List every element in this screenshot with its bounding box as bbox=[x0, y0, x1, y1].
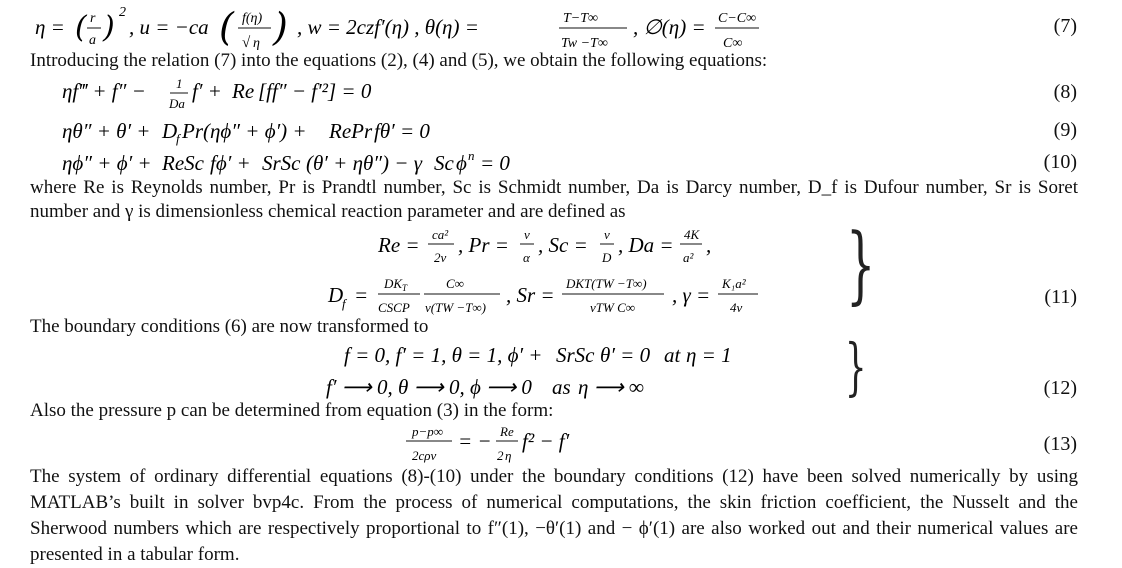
svg-text:4ν: 4ν bbox=[730, 300, 743, 315]
svg-text:=: = bbox=[354, 283, 369, 307]
svg-text:f = 0, f′ = 1, θ = 1, ϕ′ +: f = 0, f′ = 1, θ = 1, ϕ′ + bbox=[344, 343, 543, 367]
svg-text:η: η bbox=[505, 448, 512, 463]
svg-text:θ′ = 0: θ′ = 0 bbox=[600, 343, 651, 367]
svg-text:α: α bbox=[523, 250, 530, 265]
svg-text:ηθ″ + θ′ +: ηθ″ + θ′ + bbox=[62, 119, 151, 143]
svg-text:C∞: C∞ bbox=[723, 36, 743, 51]
svg-text:Sc: Sc bbox=[434, 151, 454, 175]
svg-text:Da: Da bbox=[169, 96, 185, 111]
svg-text:at: at bbox=[664, 343, 681, 367]
equation-8-render bbox=[62, 74, 482, 112]
svg-text:ca²: ca² bbox=[432, 227, 449, 242]
svg-text:η = 1: η = 1 bbox=[686, 343, 732, 367]
svg-text:f′ ⟶ 0, θ ⟶ 0, ϕ ⟶ 0: f′ ⟶ 0, θ ⟶ 0, ϕ ⟶ 0 bbox=[326, 375, 532, 399]
svg-text:D: D bbox=[602, 250, 612, 265]
svg-text:Tw −T∞: Tw −T∞ bbox=[561, 36, 608, 51]
equation-9 bbox=[62, 116, 502, 152]
svg-text:as: as bbox=[552, 375, 571, 399]
equation-12-brace: } bbox=[844, 330, 867, 403]
svg-text:, u = −ca: , u = −ca bbox=[129, 15, 209, 39]
conclusion-paragraph bbox=[30, 464, 1078, 568]
equation-7-number: (7) bbox=[1053, 15, 1077, 37]
svg-text:): ) bbox=[273, 5, 288, 49]
svg-text:, γ =: , γ = bbox=[672, 283, 711, 307]
svg-text:SrSc: SrSc bbox=[262, 151, 301, 175]
conclusion-text: The system of ordinary differential equations (8)-(10) under the boundary conditions (12) have been solved numerically by using MATLAB’s built in solver bvp4c. From the process of numerical computations, the skin friction coefficient, the Nusselt and the Sherwood numbers which are respectively proportional to f″(1), −θ′(1) and − ϕ′(1) are also worked out and their numerical values are presented in a tabular form. bbox=[30, 466, 1078, 565]
svg-text:[ff″ − f′²] = 0: [ff″ − f′²] = 0 bbox=[258, 79, 372, 103]
svg-text:√: √ bbox=[242, 35, 251, 51]
svg-text:2: 2 bbox=[497, 448, 504, 463]
svg-text:a: a bbox=[89, 33, 96, 48]
svg-text:C−C∞: C−C∞ bbox=[718, 11, 757, 26]
svg-text:η =: η = bbox=[35, 15, 65, 39]
equation-11b-render bbox=[328, 274, 788, 318]
svg-text:η ⟶ ∞: η ⟶ ∞ bbox=[578, 375, 644, 399]
svg-text:K₁a²: K₁a² bbox=[722, 276, 746, 291]
svg-text:DKT(TW −T∞): DKT(TW −T∞) bbox=[566, 276, 647, 291]
svg-text:RePr: RePr bbox=[329, 119, 373, 143]
equation-7-render bbox=[35, 4, 775, 52]
svg-text:r: r bbox=[90, 11, 96, 26]
svg-text:, ∅(η) =: , ∅(η) = bbox=[633, 15, 706, 39]
svg-text:= 0: = 0 bbox=[480, 151, 510, 175]
svg-text:4K: 4K bbox=[684, 227, 700, 242]
svg-text:fϕ′ +: fϕ′ + bbox=[210, 151, 251, 175]
equation-12b-render bbox=[326, 372, 686, 402]
equation-8 bbox=[62, 74, 482, 118]
svg-text:,: , bbox=[706, 233, 712, 257]
svg-text:n: n bbox=[468, 148, 475, 163]
svg-text:Re =: Re = bbox=[378, 233, 420, 257]
equation-11-brace: } bbox=[846, 215, 876, 313]
svg-text:f: f bbox=[176, 131, 180, 146]
svg-text:ϕ: ϕ bbox=[456, 151, 467, 175]
svg-text:C∞: C∞ bbox=[446, 276, 464, 291]
svg-text:1: 1 bbox=[176, 76, 183, 91]
svg-text:a²: a² bbox=[683, 250, 694, 265]
svg-text:T−T∞: T−T∞ bbox=[563, 11, 598, 26]
svg-text:f² − f′: f² − f′ bbox=[522, 429, 570, 453]
svg-text:DK: DK bbox=[384, 276, 403, 291]
svg-text:ηf‴ + f″ −: ηf‴ + f″ − bbox=[62, 79, 146, 103]
equation-8-number: (8) bbox=[1053, 81, 1077, 103]
equation-13-render bbox=[406, 422, 646, 466]
equation-11-number: (11) bbox=[1044, 286, 1077, 308]
svg-text:T: T bbox=[402, 283, 408, 293]
svg-text:ReSc: ReSc bbox=[162, 151, 204, 175]
introducing-text: Introducing the relation (7) into the equations (2), (4) and (5), we obtain the following equations: bbox=[30, 50, 768, 71]
svg-text:f(η): f(η) bbox=[242, 11, 263, 26]
svg-text:2ν: 2ν bbox=[434, 250, 447, 265]
svg-text:): ) bbox=[103, 10, 115, 45]
svg-text:ν: ν bbox=[524, 227, 530, 242]
equation-11a bbox=[378, 226, 738, 276]
equation-9-number: (9) bbox=[1053, 119, 1077, 141]
svg-text:Re: Re bbox=[500, 424, 514, 439]
svg-text:Pr: Pr bbox=[182, 119, 203, 143]
svg-text:f: f bbox=[342, 296, 346, 311]
svg-text:(θ′ + ηθ″) − γ: (θ′ + ηθ″) − γ bbox=[306, 151, 422, 175]
svg-text:(ηϕ″ + ϕ′) +: (ηϕ″ + ϕ′) + bbox=[203, 119, 307, 143]
definition-paragraph bbox=[30, 176, 1078, 224]
svg-text:p−p∞: p−p∞ bbox=[412, 424, 444, 439]
equation-12a bbox=[344, 340, 784, 376]
svg-text:, w = 2czf′(η) , θ(η) =: , w = 2czf′(η) , θ(η) = bbox=[297, 15, 479, 39]
equation-12-number: (12) bbox=[1043, 377, 1077, 399]
svg-text:fθ′ = 0: fθ′ = 0 bbox=[374, 119, 430, 143]
svg-text:CSCP: CSCP bbox=[378, 300, 410, 315]
equation-9-render bbox=[62, 116, 502, 146]
equation-13-number: (13) bbox=[1043, 433, 1077, 455]
svg-text:, Pr =: , Pr = bbox=[458, 233, 509, 257]
svg-text:ν: ν bbox=[604, 227, 610, 242]
svg-text:η: η bbox=[253, 36, 260, 51]
definition-text: where Re is Reynolds number, Pr is Prandtl number, Sc is Schmidt number, Da is Darcy number, D_f is Dufour number, Sr is Soret number and γ is dimensionless chemical reaction parameter and are defined as bbox=[30, 177, 1078, 222]
boundary-text: The boundary conditions (6) are now transformed to bbox=[30, 316, 429, 337]
svg-text:(: ( bbox=[219, 5, 234, 49]
svg-text:D: D bbox=[162, 119, 178, 143]
equation-10-render bbox=[62, 148, 582, 178]
svg-text:, Sc =: , Sc = bbox=[538, 233, 588, 257]
svg-text:SrSc: SrSc bbox=[556, 343, 595, 367]
equation-12a-render bbox=[344, 340, 784, 370]
svg-text:Re: Re bbox=[232, 79, 255, 103]
svg-text:, Sr =: , Sr = bbox=[506, 283, 555, 307]
svg-text:(: ( bbox=[75, 10, 87, 45]
svg-text:, Da =: , Da = bbox=[618, 233, 674, 257]
svg-text:2: 2 bbox=[119, 5, 126, 20]
svg-text:νTW C∞: νTW C∞ bbox=[590, 300, 636, 315]
svg-text:D: D bbox=[328, 283, 344, 307]
equation-10-number: (10) bbox=[1043, 151, 1077, 173]
svg-text:ν(TW −T∞): ν(TW −T∞) bbox=[425, 300, 487, 315]
svg-text:2cρν: 2cρν bbox=[412, 448, 437, 463]
pressure-text: Also the pressure p can be determined from equation (3) in the form: bbox=[30, 400, 554, 421]
equation-11a-render bbox=[378, 226, 738, 270]
svg-text:= −: = − bbox=[458, 429, 492, 453]
svg-text:ηϕ″ + ϕ′ +: ηϕ″ + ϕ′ + bbox=[62, 151, 152, 175]
svg-text:f′ +: f′ + bbox=[192, 79, 222, 103]
